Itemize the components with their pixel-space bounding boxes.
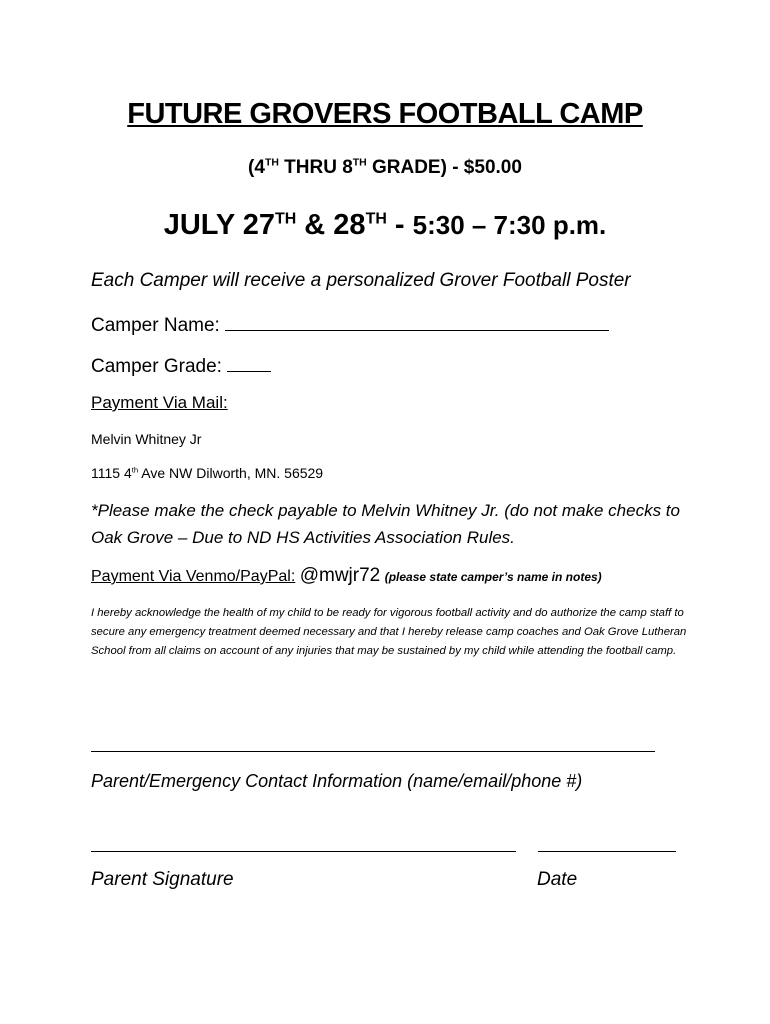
grade-price-line: (4TH THRU 8TH GRADE) - $50.00 [248,157,522,178]
parent-signature-line[interactable] [91,851,516,852]
venmo-handle: @mwjr72 [299,565,381,586]
mail-payment-heading: Payment Via Mail: [91,393,228,412]
mail-address: 1115 4th Ave NW Dilworth, MN. 56529 [91,465,324,481]
page-title: FUTURE GROVERS FOOTBALL CAMP [127,98,643,130]
camper-grade-label: Camper Grade: [91,356,222,377]
poster-note: Each Camper will receive a personalized Grover Football Poster [91,270,631,291]
check-payable-note: *Please make the check payable to Melvin Whitney Jr. (do not make checks to Oak Grove – Due to ND HS Activities Association Rules. [91,501,680,547]
camper-grade-field[interactable] [227,353,271,372]
liability-waiver: I hereby acknowledge the health of my child to be ready for vigorous football activity and do authorize the camp staff to secure any emergency treatment deemed necessary and that I hereby release camp coaches and Oak Grove Lutheran School from all claims on account of any injuries that may be sustained by my child while attending the football camp. [91,607,687,657]
contact-info-line[interactable] [91,751,655,752]
parent-signature-label: Parent Signature [91,869,234,890]
camper-name-label: Camper Name: [91,315,220,336]
contact-info-label: Parent/Emergency Contact Information (name/email/phone #) [91,771,583,791]
mail-recipient-name: Melvin Whitney Jr [91,431,202,447]
camper-grade-row [91,353,271,378]
date-line[interactable] [538,851,676,852]
date-label: Date [537,869,578,890]
venmo-note: (please state camper’s name in notes) [384,570,602,584]
venmo-paypal-label: Payment Via Venmo/PayPal: [91,568,296,585]
camp-dates-line: JULY 27TH & 28TH - 5:30 – 7:30 p.m. [163,209,607,241]
venmo-paypal-row [91,565,602,587]
camper-name-field[interactable] [225,312,609,331]
camper-name-row [91,312,609,337]
